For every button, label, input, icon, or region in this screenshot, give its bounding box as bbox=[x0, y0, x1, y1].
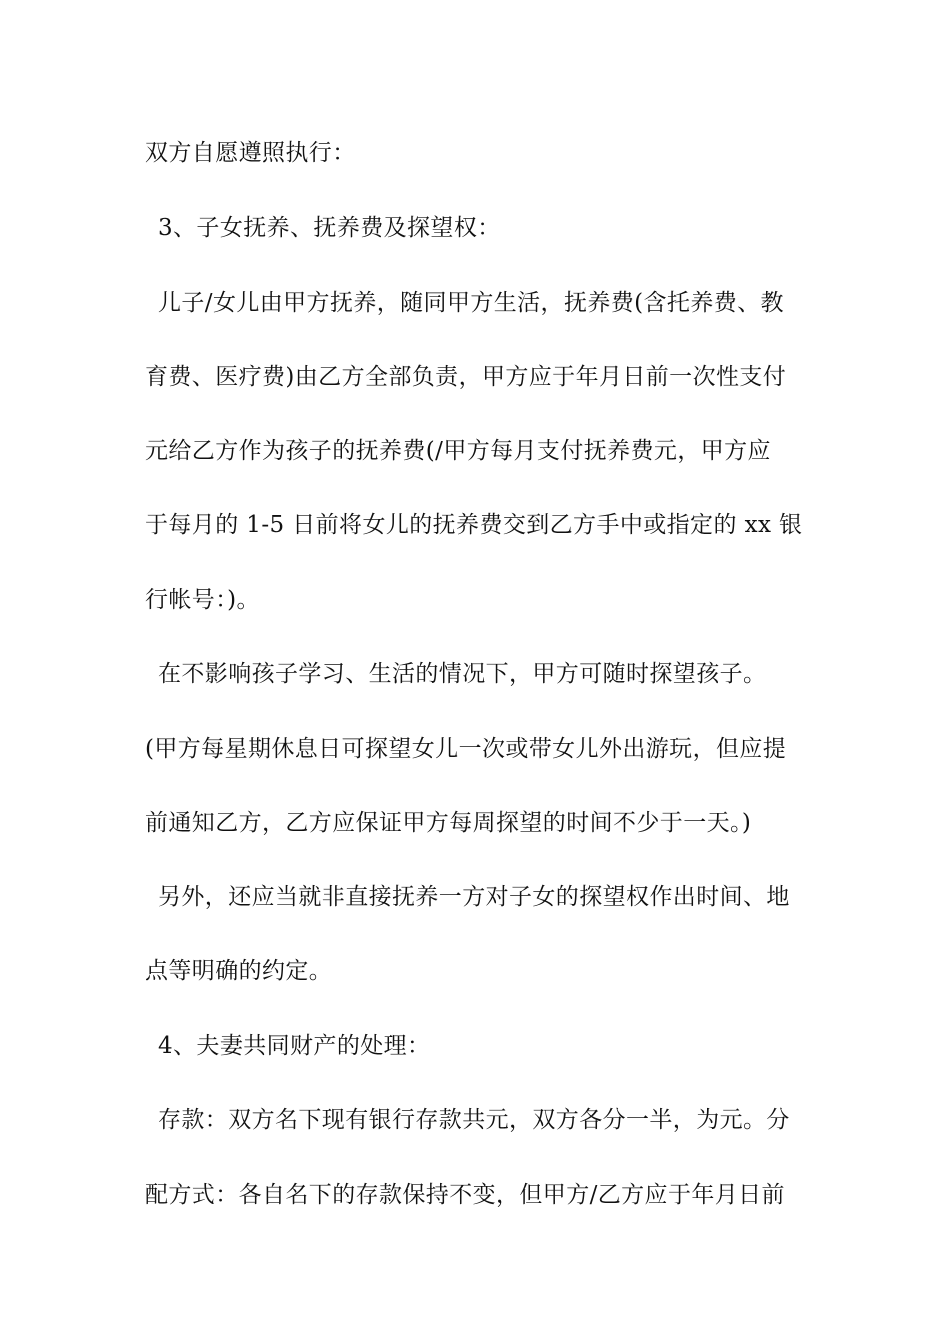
text-line: (甲方每星期休息日可探望女儿一次或带女儿外出游玩，但应提 bbox=[145, 736, 787, 762]
text-line: 儿子/女儿由甲方抚养，随同甲方生活，抚养费(含托养费、教 bbox=[158, 290, 784, 316]
text-line: 元给乙方作为孩子的抚养费(/甲方每月支付抚养费元，甲方应 bbox=[145, 438, 771, 464]
text-line: 另外，还应当就非直接抚养一方对子女的探望权作出时间、地 bbox=[158, 884, 790, 910]
text-line: 点等明确的约定。 bbox=[145, 958, 333, 984]
text-line: 前通知乙方，乙方应保证甲方每周探望的时间不少于一天。) bbox=[145, 810, 752, 836]
section-heading-child-support: 3、子女抚养、抚养费及探望权： bbox=[158, 215, 501, 241]
text-line: 双方自愿遵照执行： bbox=[145, 140, 356, 166]
text-line: 存款：双方名下现有银行存款共元，双方各分一半，为元。分 bbox=[158, 1107, 790, 1133]
text-line: 于每月的 1-5 日前将女儿的抚养费交到乙方手中或指定的 xx 银 bbox=[145, 512, 803, 538]
text-line: 行帐号：)。 bbox=[145, 587, 260, 613]
text-line: 在不影响孩子学习、生活的情况下，甲方可随时探望孩子。 bbox=[158, 661, 767, 687]
section-heading-joint-property: 4、夫妻共同财产的处理： bbox=[158, 1033, 431, 1059]
text-line: 育费、医疗费)由乙方全部负责，甲方应于年月日前一次性支付 bbox=[145, 364, 787, 390]
text-line: 配方式：各自名下的存款保持不变，但甲方/乙方应于年月日前 bbox=[145, 1182, 785, 1208]
